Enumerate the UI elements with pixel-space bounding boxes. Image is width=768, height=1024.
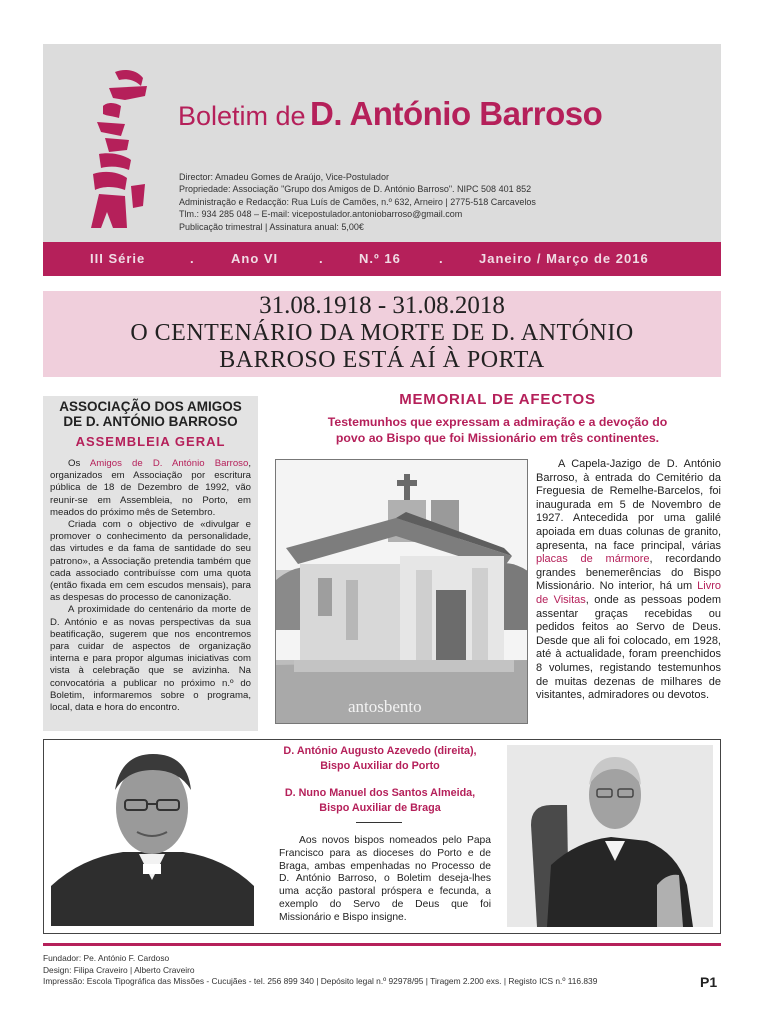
caption-divider [356, 822, 402, 823]
headline-title [43, 320, 721, 374]
footer-divider [43, 943, 721, 946]
bishop-portrait-right [507, 745, 713, 927]
article-paragraph: Aos novos bispos nomeados pelo Papa Francisco para as dioceses do Porto e de Braga, ambas empenhadas no Processo de D. António Barroso, o Boletim deseja-lhes uma acção pastoral próspera e fecunda, a exemplo do Servo de Deus que foi Missionário e Bispo insigne. [279, 835, 491, 923]
memorial-title: MEMORIAL DE AFECTOS [399, 391, 596, 408]
headline-title-line: BARROSO ESTÁ AÍ À PORTA [219, 347, 545, 373]
memorial-subtitle [275, 414, 720, 446]
footer-print: Impressão: Escola Tipográfica das Missões - Cucujães - tel. 256 899 340 | Depósito legal n.º 92978/95 | Tiragem 2.200 exs. | Registo ICS n.º 116.839 [43, 976, 598, 987]
caption-role: Bispo Auxiliar de Braga [319, 801, 441, 814]
issue-series: III Série [90, 251, 146, 266]
issue-separator: . [190, 251, 195, 266]
article-paragraph: A proximidade do centenário da morte de D. António e as novas perspectivas da sua beatificação, sugerem que nos encontremos para cuidar de aspectos de organização interna e para propor algumas iniciativas com vista à celebração que se avizinha. Na convocatória a publicar no próximo n.º do Boletim, informaremos sobre o programa, local, data e hora do encontro. [50, 604, 251, 714]
headline-box [43, 291, 721, 377]
caption-name: D. António Augusto Azevedo (direita), [283, 745, 477, 757]
article-paragraph [536, 458, 721, 703]
association-title [43, 399, 258, 429]
text-span: , recordando grandes benemerências do Bispo Missionário. No interior, há um [536, 553, 722, 593]
footer-credits [43, 953, 597, 988]
association-title-line: DE D. ANTÓNIO BARROSO [63, 414, 238, 429]
photo-watermark: antosbento [348, 697, 422, 716]
headline-dates: 31.08.1918 - 31.08.2018 [259, 292, 505, 319]
publication-title [178, 95, 602, 133]
bishop-portrait-image [51, 746, 254, 926]
title-prefix: Boletim de [178, 101, 306, 131]
chapel-photo [275, 459, 528, 724]
footer-founder: Fundador: Pe. António F. Cardoso [43, 953, 170, 963]
bishops-article [279, 835, 491, 925]
bishop-portrait-left [51, 746, 254, 926]
issue-bar [43, 242, 721, 276]
text-span: Os [68, 458, 90, 469]
issue-separator: . [439, 251, 444, 266]
visitors-book-link[interactable]: Livro de Visitas [536, 580, 721, 606]
marble-plaques-link[interactable]: placas de mármore [536, 553, 650, 566]
subscription-line: Publicação trimestral | Assinatura anual: 5,00€ [179, 221, 364, 232]
bishop-portrait-image [507, 745, 713, 927]
association-title-line: ASSOCIAÇÃO DOS AMIGOS [59, 399, 242, 414]
chapel-illustration [276, 460, 528, 724]
caption-role: Bispo Auxiliar do Porto [320, 759, 440, 772]
ownership-line: Propriedade: Associação "Grupo dos Amigos de D. António Barroso". NIPC 508 401 852 [179, 184, 532, 195]
bishop-caption-right [262, 786, 498, 815]
memorial-subtitle-line: Testemunhos que expressam a admiração e a devoção do [327, 415, 668, 429]
masthead-info [179, 171, 619, 233]
issue-year: Ano VI [231, 251, 279, 266]
address-line: Administração e Redacção: Rua Luís de Camões, n.º 632, Arneiro | 2775-518 Carcavelos [179, 196, 536, 207]
caption-name: D. Nuno Manuel dos Santos Almeida, [284, 787, 476, 799]
footer-design: Design: Filipa Craveiro | Alberto Craveiro [43, 964, 195, 975]
portrait-silhouette-logo [85, 66, 157, 230]
issue-number: N.º 16 [359, 251, 401, 266]
issue-separator: . [319, 251, 324, 266]
page-number: P1 [700, 974, 718, 990]
association-article [50, 458, 251, 714]
association-subtitle: ASSEMBLEIA GERAL [75, 434, 226, 449]
issue-period: Janeiro / Março de 2016 [479, 251, 649, 266]
bishop-caption-left [262, 744, 498, 773]
director-line: Director: Amadeu Gomes de Araújo, Vice-Postulador [179, 172, 389, 182]
friends-link[interactable]: Amigos de D. António Barroso [89, 458, 249, 469]
headline-title-line: O CENTENÁRIO DA MORTE DE D. ANTÓNIO [130, 320, 634, 346]
memorial-subtitle-line: povo ao Bispo que foi Missionário em três continentes. [335, 431, 660, 445]
memorial-article [536, 458, 721, 703]
text-span: , organizados em Associação por escritura pública de 18 de Dezembro de 1992, vão reunir-se em Assembleia, no Porto, em meados do próximo mês de Setembro. [50, 458, 251, 518]
article-paragraph [50, 458, 251, 519]
article-paragraph: Criada com o objectivo de «divulgar e promover o conhecimento da personalidade, das virtudes e da fama de santidade do seu patrono», a Associação pretendia também que cada associado contribuísse com uma quota (então fixada em cem escudos mensais), para as despesas do processo de canonização. [50, 519, 251, 604]
title-name: D. António Barroso [310, 95, 603, 132]
contact-line: Tlm.: 934 285 048 – E-mail: vicepostulador.antoniobarroso@gmail.com [179, 209, 463, 220]
text-span: , onde as pessoas podem assentar graças recebidas ou pedidos feitos ao Servo de Deus. Desde que ali foi colocado, em 1928, até à actualidade, foram preenchidos 8 volumes, registando testemunhos de muitas dezenas de milhares de visitantes, admiradores ou devotos. [536, 593, 721, 702]
text-span: A Capela-Jazigo de D. António Barroso, à entrada do Cemitério da Freguesia de Remelhe-Barcelos, foi inaugurada em 5 de Novembro de 1927. Antecedida por uma galilé apoiada em duas colunas de granito, apresenta, na face principal, várias [536, 458, 721, 552]
